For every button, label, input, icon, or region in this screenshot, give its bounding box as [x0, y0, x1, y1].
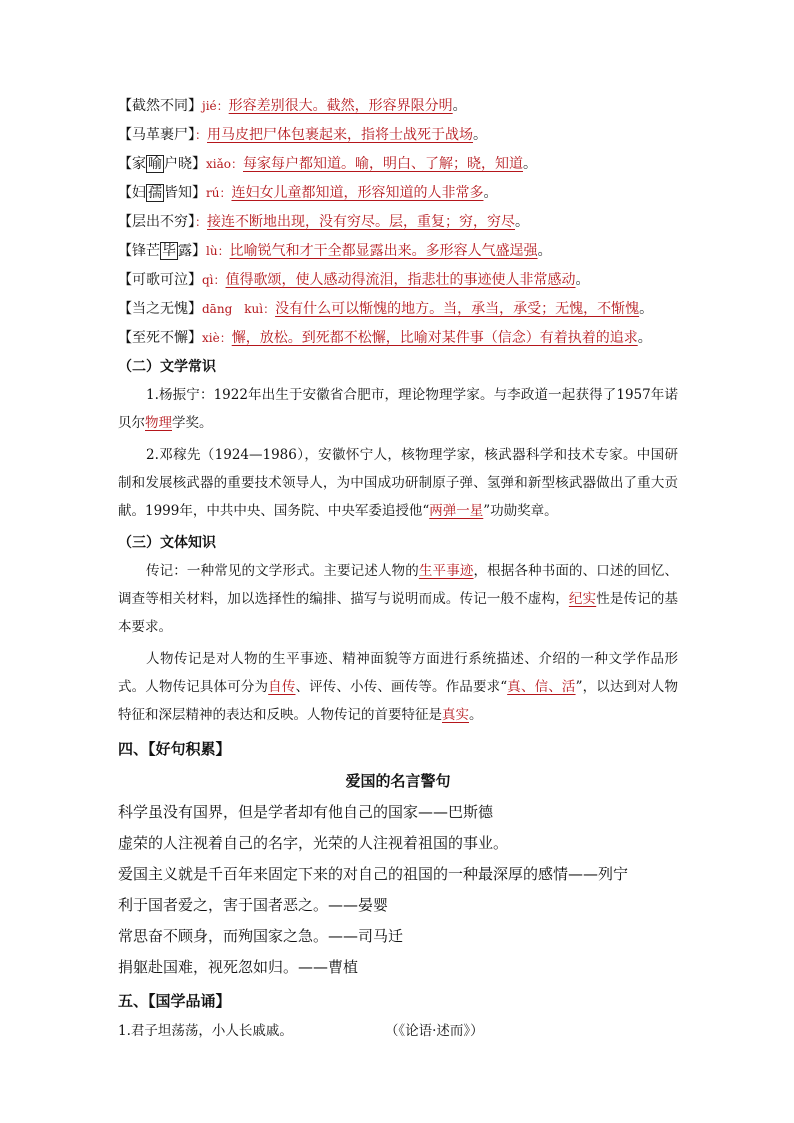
idiom-term: 孺	[148, 185, 162, 201]
idiom-pinyin: qì：	[202, 273, 226, 287]
quotes-title: 爱国的名言警句	[345, 772, 451, 790]
quote-line: 利于国者爱之，害于国者恶之。——晏婴	[118, 896, 389, 914]
underlined-answer: 自传	[268, 679, 296, 695]
idiom-definition: 懈，放松。到死都不松懈，比喻对某件事（信念）有着执着的追求	[231, 330, 638, 346]
idiom-pinyin: ：	[195, 128, 208, 142]
idiom-term: 喻	[148, 156, 162, 172]
idiom-pinyin: xiǎo：	[206, 157, 243, 171]
underlined-answer: 真实	[442, 707, 469, 723]
idiom-term: 至死不懈	[132, 330, 188, 346]
idiom-row: 【家 喻 户晓】xiǎo：每家每户都知道。喻，明白、了解；晓，知道。	[118, 156, 537, 172]
quote-line: 常思奋不顾身，而殉国家之急。——司马迁	[118, 927, 404, 945]
underlined-answer: 真、信、活	[507, 679, 576, 695]
quote-line: 爱国主义就是千百年来固定下来的对自己的祖国的一种最深厚的感情——列宁	[118, 865, 629, 883]
idiom-term: 可歌可泣	[132, 272, 188, 288]
idiom-pinyin: lù：	[206, 244, 230, 258]
idiom-row: 【至死不懈】xiè：懈，放松。到死都不松懈，比喻对某件事（信念）有着执着的追求。	[118, 330, 652, 346]
idiom-pinyin: jié：	[202, 99, 229, 113]
idiom-row: 【锋芒 毕 露】lù：比喻锐气和才干全都显露出来。多形容人气盛逞强。	[118, 243, 552, 259]
genre-paragraph-2: 人物传记是对人物的生平事迹、精神面貌等方面进行系统描述、介绍的一种文学作品形式。人物传记具体可分为自传、评传、小传、画传等。作品要求“真、信、活”，以达到对人物特征和深层精神的表达和反映。人物传记的首要特征是真实。	[118, 651, 679, 723]
idiom-row: 【当之无愧】dāng kuì：没有什么可以惭愧的地方。当，承当，承受；无愧，不惭愧。	[118, 301, 654, 317]
section-heading-sentences: 四、【好句积累】	[118, 740, 231, 758]
idiom-pinyin: ：	[195, 215, 208, 229]
idiom-definition: 用马皮把尸体包裹起来，指将士战死于战场	[207, 127, 474, 143]
classic-recitation-line: 1.君子坦荡荡，小人长戚戚。 （《论语·述而》）	[118, 1017, 678, 1045]
idiom-row: 【妇 孺 皆知】rú：连妇女儿童都知道，形容知道的人非常多。	[118, 185, 498, 201]
underlined-answer: 物理	[145, 415, 172, 431]
idiom-pinyin: dāng kuì：	[202, 302, 276, 316]
document-page	[118, 92, 678, 1045]
classic-source: （《论语·述而》）	[384, 1023, 484, 1039]
idiom-definition: 连妇女儿童都知道，形容知道的人非常多	[231, 185, 484, 201]
section-heading-classics: 五、【国学品诵】	[118, 992, 231, 1010]
idiom-term: 截然不同	[132, 98, 188, 114]
idiom-definition: 每家每户都知道。喻，明白、了解；晓，知道	[243, 156, 523, 172]
idiom-term: 马革裹尸	[132, 127, 188, 143]
section-heading-literature: （二）文学常识	[118, 359, 216, 375]
idiom-definition: 值得歌颂，使人感动得流泪，指悲壮的事迹使人非常感动	[225, 272, 576, 288]
literature-paragraph-2: 2.邓稼先（1924—1986），安徽怀宁人，核物理学家，核武器科学和技术专家。中国研制和发展核武器的重要技术领导人，为中国成功研制原子弹、氢弹和新型核武器做出了重大贡献。1999年，中共中央、国务院、中央军委追授他“两弹一星”功勋奖章。	[118, 447, 678, 519]
idiom-definition: 比喻锐气和才干全都显露出来。多形容人气盛逞强	[229, 243, 538, 259]
quote-line: 虚荣的人注视着自己的名字，光荣的人注视着祖国的事业。	[118, 834, 509, 852]
idiom-term: 层出不穷	[132, 214, 188, 230]
idiom-pinyin: xiè：	[202, 331, 232, 345]
quote-list	[118, 797, 678, 983]
underlined-answer: 生平事迹	[418, 563, 474, 579]
idiom-list	[118, 92, 678, 353]
underlined-answer: 纪实	[568, 591, 597, 607]
idiom-row: 【截然不同】jié：形容差别很大。截然，形容界限分明。	[118, 98, 467, 114]
idiom-row: 【可歌可泣】qì：值得歌颂，使人感动得流泪，指悲壮的事迹使人非常感动。	[118, 272, 590, 288]
literature-paragraph-1: 1.杨振宁：1922年出生于安徽省合肥市，理论物理学家。与李政道一起获得了1957年诺贝尔物理学奖。	[118, 387, 678, 431]
genre-paragraph-1: 传记：一种常见的文学形式。主要记述人物的生平事迹，根据各种书面的、口述的回忆、调查等相关材料，加以选择性的编排、描写与说明而成。传记一般不虚构，纪实性是传记的基本要求。	[118, 563, 679, 635]
idiom-definition: 形容差别很大。截然，形容界限分明	[228, 98, 453, 114]
quote-line: 科学虽没有国界，但是学者却有他自己的国家——巴斯德	[118, 803, 494, 821]
underlined-answer: 两弹一星	[429, 503, 484, 519]
idiom-definition: 接连不断地出现，没有穷尽。层，重复；穷，穷尽	[207, 214, 516, 230]
idiom-definition: 没有什么可以惭愧的地方。当，承当，承受；无愧，不惭愧	[275, 301, 640, 317]
idiom-term: 当之无愧	[132, 301, 188, 317]
idiom-term: 毕	[162, 243, 176, 259]
quote-line: 捐躯赴国难，视死忽如归。——曹植	[118, 958, 359, 976]
idiom-pinyin: rú：	[206, 186, 232, 200]
section-heading-genre: （三）文体知识	[118, 535, 216, 551]
idiom-row: 【层出不穷】：接连不断地出现，没有穷尽。层，重复；穷，穷尽。	[118, 214, 530, 230]
idiom-row: 【马革裹尸】：用马皮把尸体包裹起来，指将士战死于战场。	[118, 127, 488, 143]
